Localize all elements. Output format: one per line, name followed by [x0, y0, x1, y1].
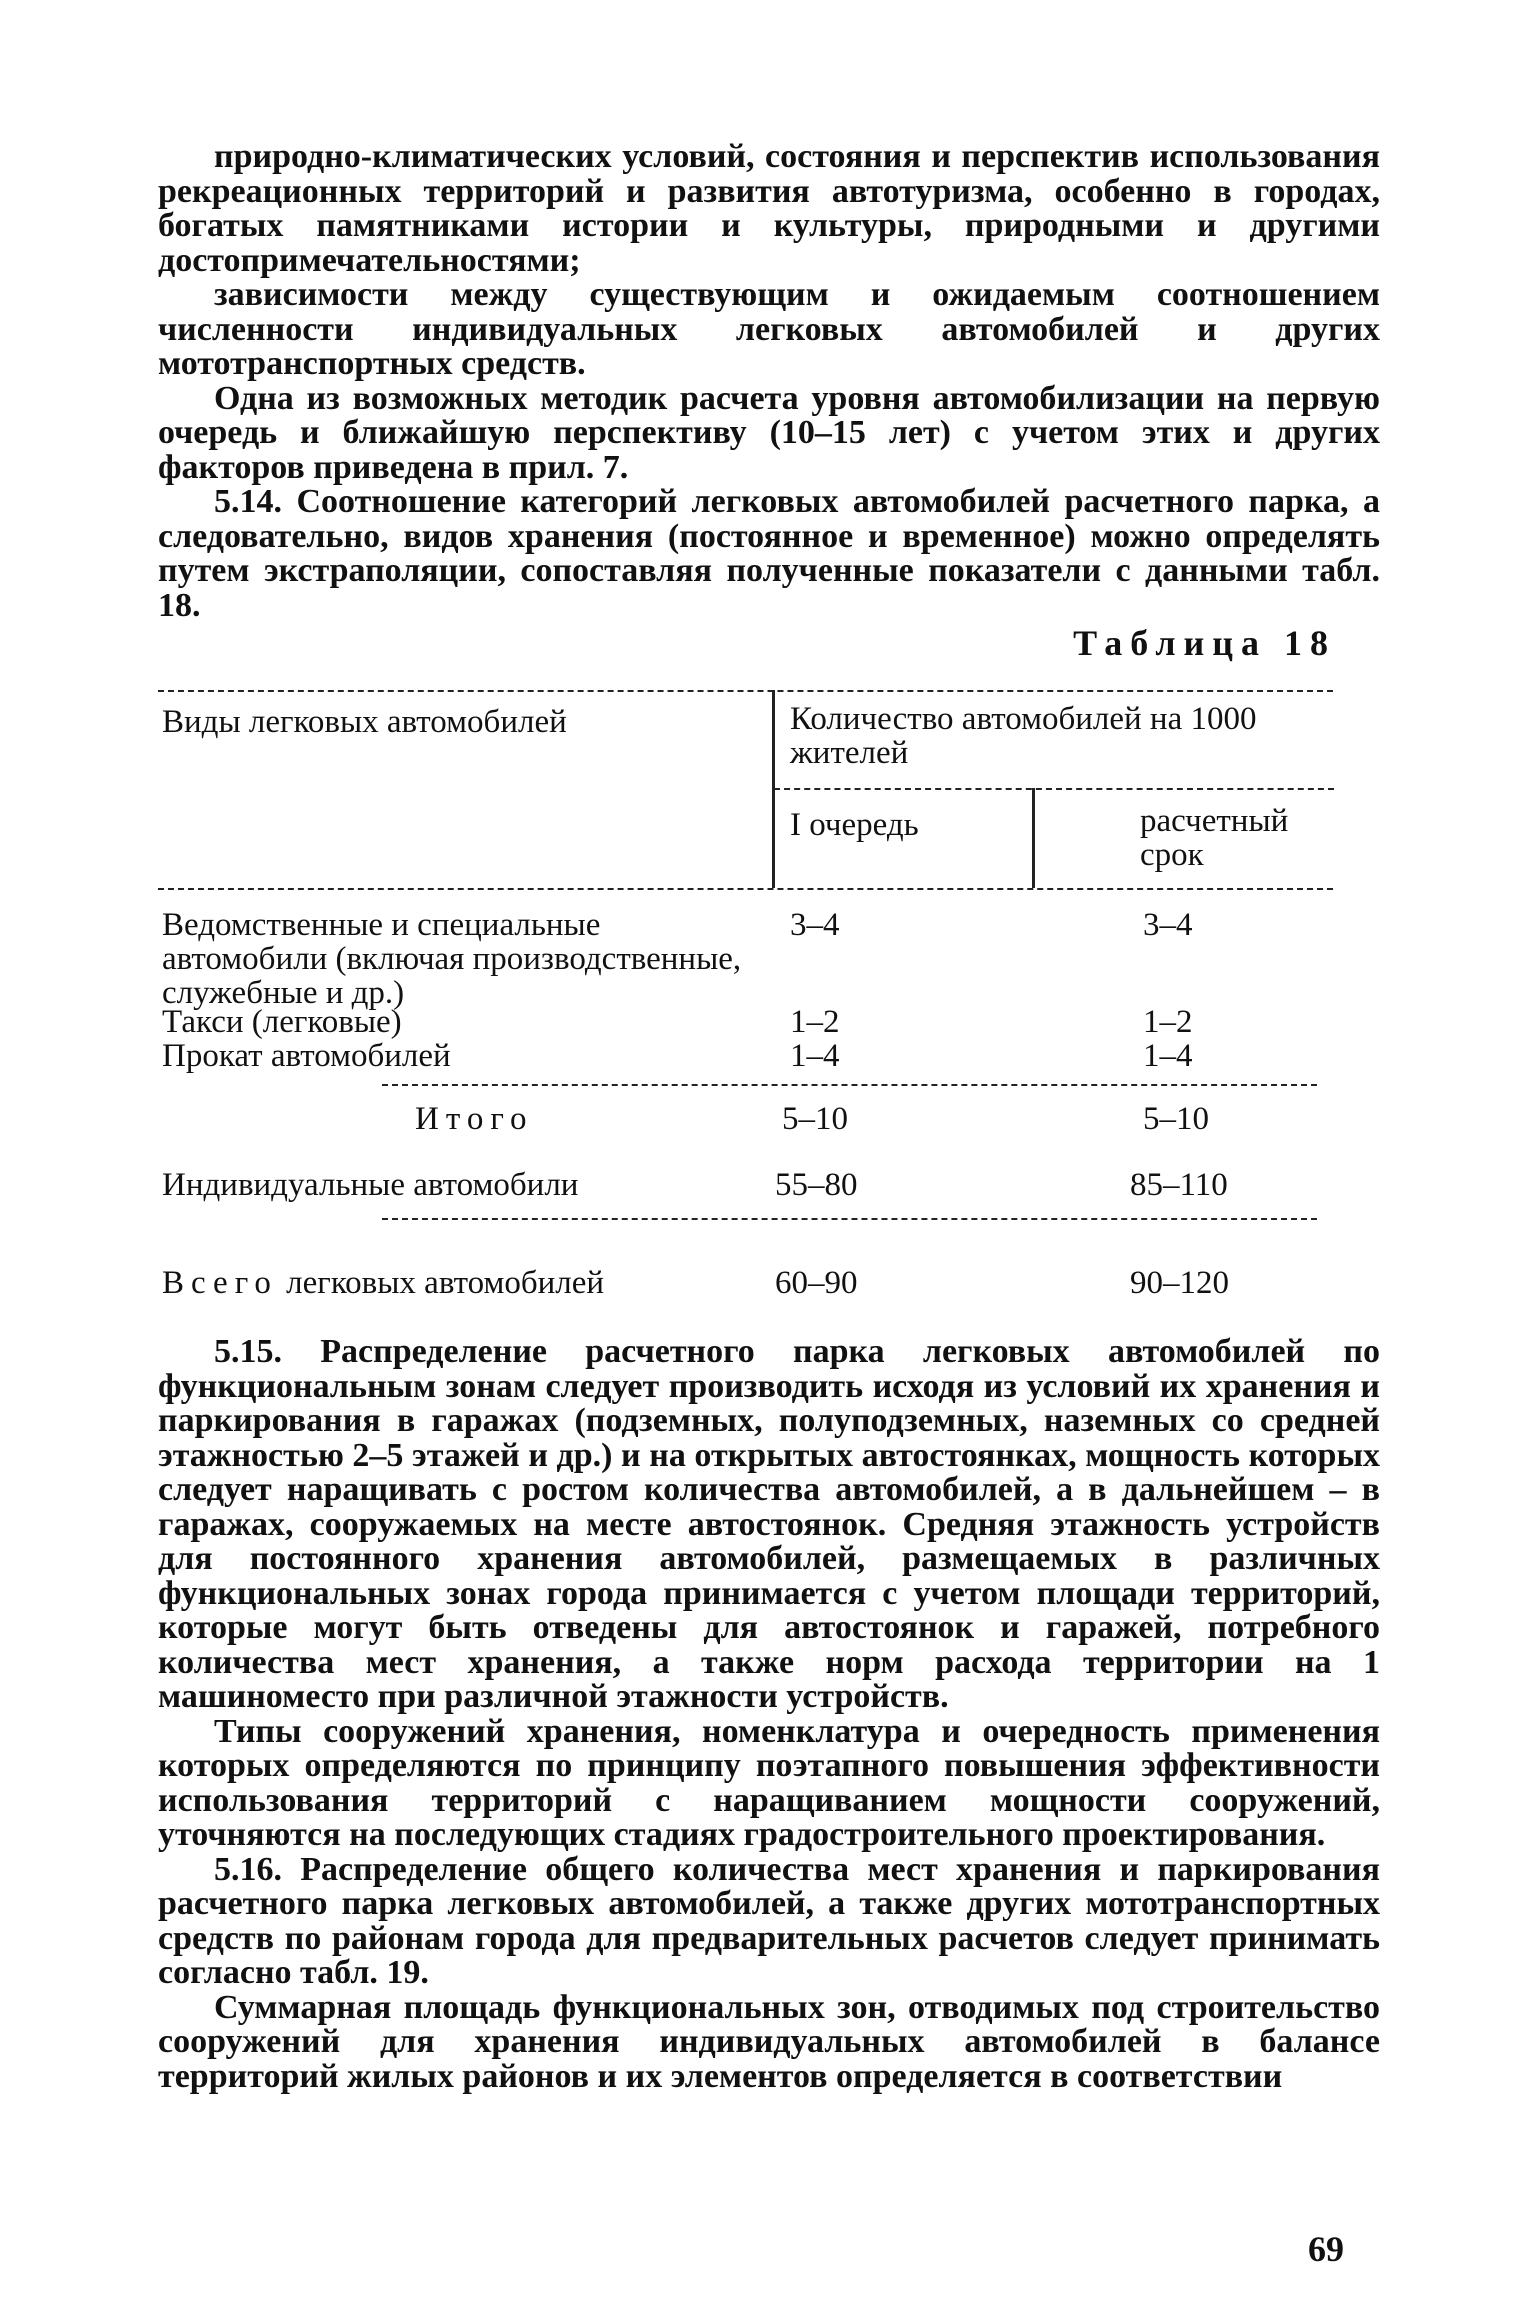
row-taxi-design: 1–2: [1143, 1004, 1193, 1040]
paragraph-area: Суммарная площадь функциональных зон, отводимых под строительство сооружений для хранения индивидуальных автомобилей в балансе территорий жилых районов и их элементов определяется в соответствии: [158, 1988, 1380, 2095]
row-departmental-design: 3–4: [1143, 907, 1193, 943]
row-taxi-first: 1–2: [790, 1004, 840, 1040]
row-individual-label: Индивидуальные автомобили: [162, 1167, 579, 1203]
paragraph-types: Типы сооружений хранения, номенклатура и очередность применения которых определяются по принципу поэтапного повышения эффективности использования территорий с наращиванием мощности сооружений, уточняются на последующих стадиях градостроительного проектирования.: [158, 1712, 1380, 1853]
row-total-label-rest: легковых автомобилей: [286, 1265, 605, 1301]
paragraph-method: Одна из возможных методик расчета уровня автомобилизации на первую очередь и ближайшую перспективу (10–15 лет) с учетом этих и других факторов приведена в прил. 7.: [158, 379, 1380, 486]
table-individual-rule: [382, 1218, 1317, 1220]
row-taxi-label: Такси (легковые): [162, 1004, 402, 1040]
row-total-first: 60–90: [775, 1265, 858, 1301]
header-count-per-1000: Количество автомобилей на 1000 жителей: [790, 701, 1257, 771]
table-header-bottom-rule: [158, 888, 1333, 890]
row-rental-label: Прокат автомобилей: [162, 1038, 451, 1074]
row-subtotal-label: Итого: [415, 1101, 534, 1137]
row-departmental-label: Ведомственные и специальные автомобили (включая производственные, служебные и др.): [162, 907, 742, 1011]
row-rental-first: 1–4: [790, 1038, 840, 1074]
paragraph-ratio: зависимости между существующим и ожидаемым соотношением численности индивидуальных легковых автомобилей и других мототранспортных средств.: [158, 276, 1380, 382]
table-subtotal-rule: [382, 1084, 1317, 1086]
row-subtotal-design: 5–10: [1143, 1101, 1209, 1137]
table-top-rule: [158, 690, 1333, 692]
table-caption: Таблица 18: [1073, 623, 1336, 663]
paragraph-5-16: 5.16. Распределение общего количества мест хранения и паркирования расчетного парка легковых автомобилей, а также других мототранспортных средств по районам города для предварительных расчетов следует принимать согласно табл. 19.: [158, 1850, 1380, 1991]
row-total-label-spaced: Всего: [162, 1265, 278, 1301]
row-departmental-first: 3–4: [790, 907, 840, 943]
page-number: 69: [1308, 2229, 1344, 2269]
row-rental-design: 1–4: [1143, 1038, 1193, 1074]
paragraph-5-15: 5.15. Распределение расчетного парка легковых автомобилей по функциональным зонам следует производить исходя из условий их хранения и паркирования в гаражах (подземных, полуподземных, наземных со средней этажностью 2–5 этажей и др.) и на открытых автостоянках, мощность которых следует наращивать с ростом количества автомобилей, а в дальнейшем – в гаражах, сооружаемых на месте автостоянок. Средняя этажность устройств для постоянного хранения автомобилей, размещаемых в различных функциональных зонах города принимается с учетом площади территорий, которые могут быть отведены для автостоянок и гаражей, потребного количества мест хранения, а также норм расхода территории на 1 машиноместо при различной этажности устройств.: [158, 1333, 1380, 1715]
bottom-text: [158, 1335, 1380, 2094]
table-subheader-divider: [1032, 788, 1035, 888]
header-design-period: расчетный срок: [1140, 803, 1289, 873]
row-subtotal-first: 5–10: [782, 1101, 848, 1137]
row-individual-design: 85–110: [1130, 1167, 1228, 1203]
paragraph-5-14: 5.14. Соотношение категорий легковых автомобилей расчетного парка, а следовательно, видов хранения (постоянное и временное) можно определять путем экстраполяции, сопоставляя полученные показатели с данными табл. 18.: [158, 483, 1380, 624]
header-first-stage: I очередь: [790, 807, 919, 843]
paragraph-recreation: природно-климатических условий, состояния и перспектив использования рекреационных территорий и развития автотуризма, особенно в городах, богатых памятниками истории и культуры, природными и другими достопримечательностями;: [158, 138, 1380, 279]
row-individual-first: 55–80: [775, 1167, 858, 1203]
table-subheader-rule: [774, 788, 1334, 790]
top-text: [158, 140, 1380, 623]
row-total-label: [162, 1266, 762, 1300]
row-total-design: 90–120: [1130, 1265, 1229, 1301]
header-car-types: Виды легковых автомобилей: [162, 704, 567, 740]
